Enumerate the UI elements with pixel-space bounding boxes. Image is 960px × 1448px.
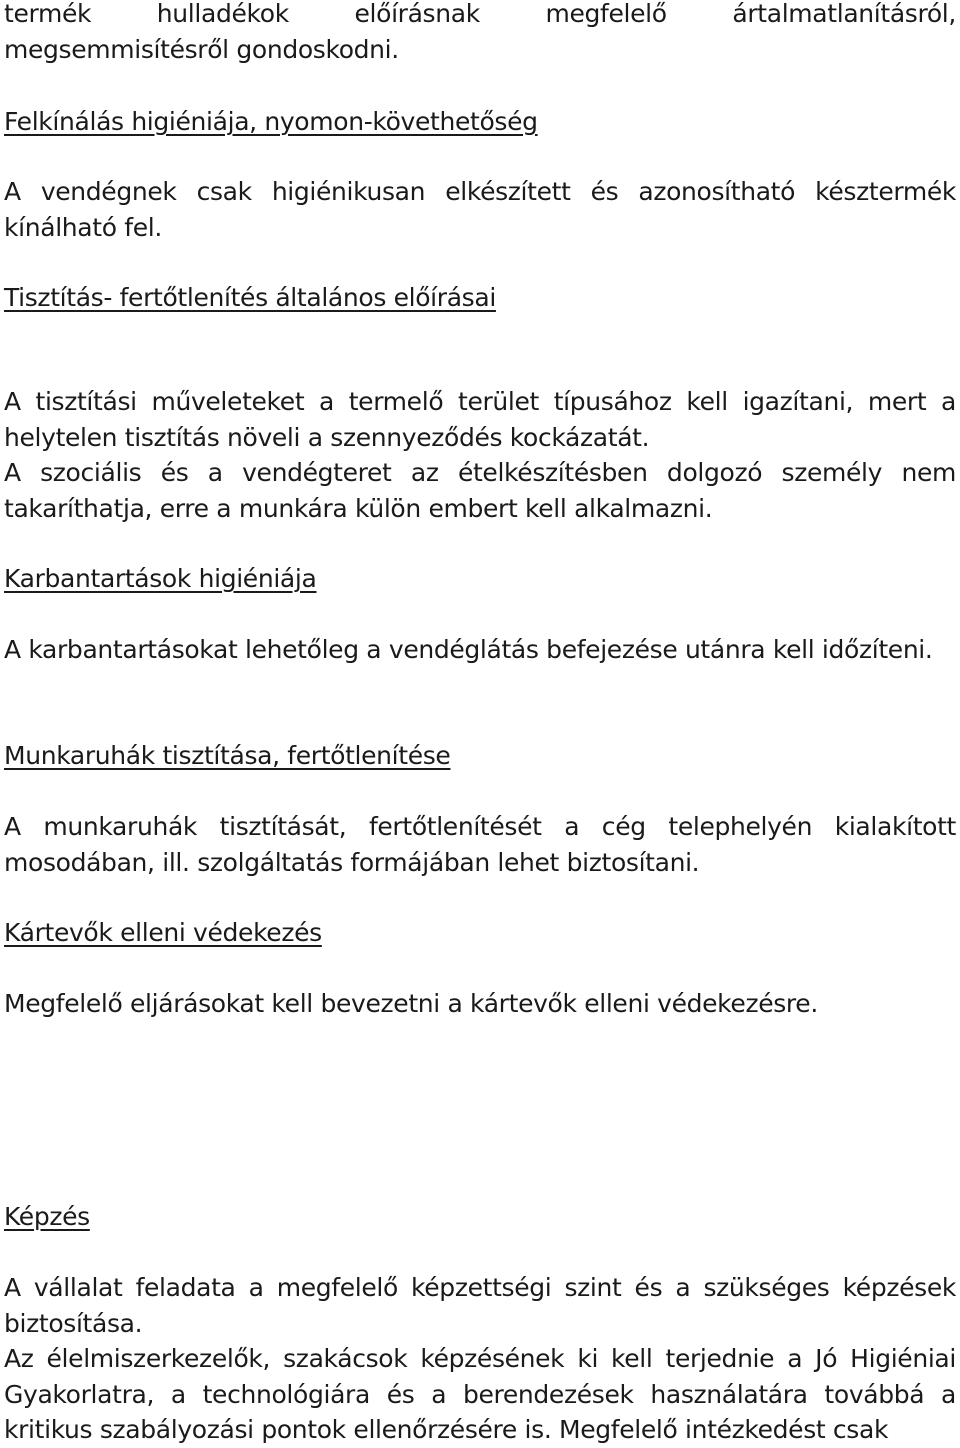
paragraph-tisztitas-1: A tisztítási műveleteket a termelő terület típusához kell igazítani, mert a helytelen tisztítás növeli a szennyeződés kockázatát. [4,387,956,452]
paragraph-karbantartas: A karbantartásokat lehetőleg a vendéglátás befejezése utánra kell időzíteni. [4,635,933,664]
paragraph-kepzes-2: Az élelmiszerkezelők, szakácsok képzésének ki kell terjednie a Jó Higiéniai Gyakorlatra, a technológiára és a berendezések használatára továbbá a kritikus szabályozási pontok ellenőrzésére is. Megfelelő intézkedést csak [4,1344,956,1444]
section-heading-karbantartas: Karbantartások higiéniája [4,564,317,593]
section-heading-kepzes: Képzés [4,1202,90,1231]
section-heading-kartevok: Kártevők elleni védekezés [4,918,322,947]
section-heading-felkinalas: Felkínálás higiéniája, nyomon-követhetőség [4,107,538,136]
paragraph-kepzes-1: A vállalat feladata a megfelelő képzettségi szint és a szükséges képzések biztosítása. [4,1273,956,1338]
paragraph-kartevok: Megfelelő eljárásokat kell bevezetni a kártevők elleni védekezésre. [4,989,818,1018]
section-heading-tisztitas: Tisztítás- fertőtlenítés általános előírásai [4,283,496,312]
paragraph-tisztitas-2: A szociális és a vendégteret az ételkészítésben dolgozó személy nem takaríthatja, erre a munkára külön embert kell alkalmazni. [4,458,956,523]
section-heading-munkaruhak: Munkaruhák tisztítása, fertőtlenítése [4,741,451,770]
paragraph-munkaruhak: A munkaruhák tisztítását, fertőtlenítését a cég telephelyén kialakított mosodában, ill. szolgáltatás formájában lehet biztosítani. [4,812,956,877]
intro-paragraph: termék hulladékok előírásnak megfelelő ártalmatlanításról, megsemmisítésről gondoskodni. [4,0,956,64]
paragraph-felkinalas: A vendégnek csak higiénikusan elkészített és azonosítható késztermék kínálható fel. [4,177,956,242]
